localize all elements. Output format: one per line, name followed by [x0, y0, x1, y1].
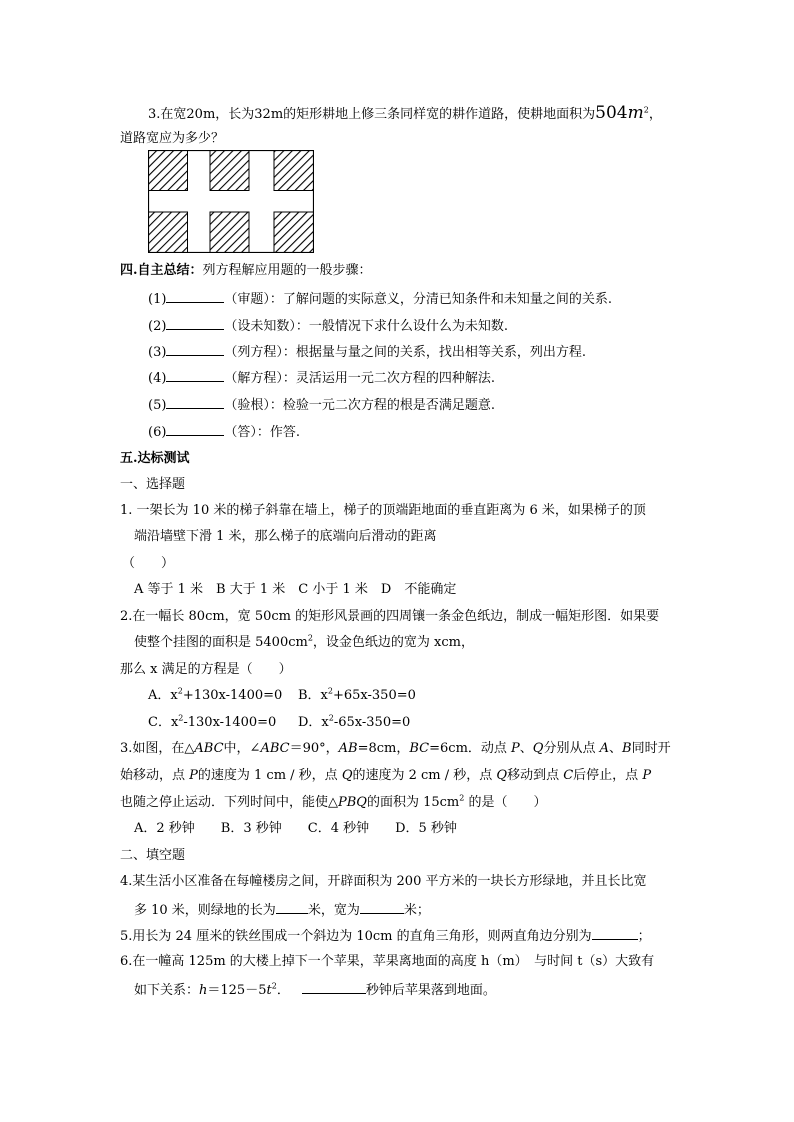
- plot-top-right: [274, 151, 314, 191]
- q6-var: t: [266, 983, 272, 998]
- step-text: （审题）：了解问题的实际意义，分清已知条件和未知量之间的关系.: [224, 292, 613, 307]
- q3-text: 的是（ ）: [464, 795, 547, 810]
- q5-line: [120, 926, 651, 946]
- option-text: -130x-1400=0: [183, 715, 277, 730]
- q2-line2: [134, 634, 474, 652]
- plot-bottom-right: [274, 212, 314, 253]
- sub-fill: 二、填空题: [120, 848, 186, 863]
- q1-paren: （ ）: [122, 556, 175, 571]
- step-text: （列方程）：根据量与量之间的关系，找出相等关系，列出方程.: [224, 345, 587, 360]
- option-label: C．x: [148, 715, 179, 730]
- q6-line1: 6.在一幢高 125m 的大楼上掉下一个苹果，苹果离地面的高度 h（m） 与时间 t（s）大致有: [120, 954, 655, 969]
- q3-options: A．2 秒钟 B．3 秒钟 C．4 秒钟 D．5 秒钟: [134, 821, 457, 836]
- step-blank: [166, 289, 224, 303]
- q2-option-c: [148, 714, 276, 732]
- q2-option-d: [298, 714, 410, 732]
- step-6: [148, 422, 300, 442]
- section5-title: 五.达标测试: [120, 451, 190, 466]
- q6-sup: 2: [271, 981, 277, 991]
- q3-text: 分别从点: [543, 741, 600, 756]
- option-sup: 2: [178, 713, 184, 723]
- step-blank: [166, 368, 224, 382]
- plot-bottom-left: [149, 212, 188, 253]
- step-text: （设未知数）：一般情况下求什么设什么为未知数.: [224, 319, 509, 334]
- q3-text: 后停止，点: [573, 768, 643, 783]
- q4-blank-width: [360, 900, 404, 914]
- q3-text: 、: [609, 741, 623, 756]
- q3-area-unit: m: [627, 103, 644, 123]
- step-text: （答）：作答.: [224, 425, 301, 440]
- q1-line1: 1. 一架长为 10 米的梯子斜靠在墙上，梯子的顶端距地面的垂直距离为 6 米，如果梯子的顶: [120, 503, 646, 518]
- q5-text: 5.用长为 24 厘米的铁丝围成一个斜边为 10cm 的直角三角形，则两直角边分别为: [120, 929, 592, 944]
- step-3: [148, 342, 586, 362]
- q6-text: 秒钟后苹果落到地面。: [365, 983, 496, 998]
- q2-option-b: [298, 687, 416, 705]
- step-text: （验根）：检验一元二次方程的根是否满足题意.: [224, 398, 496, 413]
- q3-var: Q: [341, 768, 353, 783]
- q3-text: 的速度为 2 cm / 秒，点: [352, 768, 497, 783]
- q4-text: 米；: [403, 903, 430, 918]
- q3-text: 同时开: [631, 741, 671, 756]
- step-blank: [166, 316, 224, 330]
- step-2: [148, 316, 508, 336]
- q6-var: h: [199, 983, 208, 998]
- option-label: A．x: [148, 688, 178, 703]
- q3-text: 移动到点: [507, 768, 564, 783]
- q2-text: 使整个挂图的面积是 5400cm: [134, 635, 308, 650]
- q2-option-a: [148, 687, 282, 705]
- q3-area-exp: 2: [643, 105, 649, 115]
- q3-text: 的面积为 15cm: [366, 795, 460, 810]
- q3-var: P: [642, 768, 652, 783]
- q3-line2: [120, 767, 651, 785]
- q4-text: 米，宽为: [307, 903, 360, 918]
- q3-line1: [120, 740, 671, 758]
- q3-text: 3.如图，在△: [120, 741, 195, 756]
- q4-blank-length: [276, 900, 308, 914]
- q6-text: 如下关系：: [134, 983, 200, 998]
- q3-var: P: [189, 768, 198, 783]
- step-1: [148, 289, 612, 309]
- option-sup: 2: [328, 713, 334, 723]
- q3-text: ＝90°，: [289, 741, 339, 756]
- option-text: -65x-350=0: [333, 715, 411, 730]
- step-num: (1): [148, 292, 167, 307]
- q3-text: 的速度为 1 cm / 秒，点: [197, 768, 342, 783]
- q3-text: 始移动，点: [120, 768, 190, 783]
- step-4: [148, 368, 495, 388]
- option-sup: 2: [177, 686, 183, 696]
- section4-title: 四.自主总结：: [120, 263, 203, 278]
- q3-var: B: [622, 741, 632, 756]
- q1-options: A 等于 1 米 B 大于 1 米 C 小于 1 米 D 不能确定: [134, 582, 457, 597]
- sub-choice: 一、选择题: [120, 477, 186, 492]
- step-text: （解方程）：灵活运用一元二次方程的四种解法.: [224, 371, 496, 386]
- step-num: (4): [148, 371, 167, 386]
- section4-intro: 列方程解应用题的一般步骤：: [202, 263, 372, 278]
- q5-text: ；: [637, 929, 651, 944]
- step-num: (6): [148, 425, 167, 440]
- q5-blank: [592, 926, 638, 940]
- q3-text: 也随之停止运动．下列时间中，能使△: [120, 795, 338, 810]
- q3-sup: 2: [459, 793, 465, 803]
- field-diagram: [148, 150, 314, 253]
- q3-var: PBQ: [338, 795, 367, 810]
- q3-area-value: 504: [595, 103, 628, 123]
- q3-var: Q: [496, 768, 508, 783]
- q3-var: AB: [338, 741, 358, 756]
- plot-top-middle: [210, 151, 249, 191]
- q3-var: ABC: [194, 741, 224, 756]
- q2-line1: 2.在一幅长 80cm，宽 50cm 的矩形风景画的四周镶一条金色纸边，制成一幅矩形图．如果要: [120, 609, 660, 624]
- q3-text: 中，∠: [223, 741, 261, 756]
- step-blank: [166, 395, 224, 409]
- step-num: (5): [148, 398, 167, 413]
- q3-var: P: [511, 741, 520, 756]
- step-num: (2): [148, 319, 167, 334]
- q3-var: BC: [409, 741, 430, 756]
- step-5: [148, 395, 495, 415]
- q3-var: ABC: [260, 741, 290, 756]
- q3-text: 、: [519, 741, 533, 756]
- q2-text: ，设金色纸边的宽为 xcm，: [312, 635, 474, 650]
- step-blank: [166, 342, 224, 356]
- step-blank: [166, 422, 224, 436]
- q6-text: ．: [276, 983, 290, 998]
- q2-sup: 2: [307, 633, 313, 643]
- option-text: +65x-350=0: [332, 688, 416, 703]
- q6-text: ＝125－5: [207, 983, 267, 998]
- plot-bottom-middle: [210, 212, 249, 253]
- section4-heading: [120, 262, 372, 280]
- q3-area-line1: [148, 104, 662, 124]
- q3-var: A: [599, 741, 609, 756]
- q3-var: Q: [532, 741, 544, 756]
- q4-line2: [134, 900, 430, 920]
- q6-blank: [302, 980, 366, 994]
- q4-text: 多 10 米，则绿地的长为: [134, 903, 276, 918]
- q2-line3: 那么 x 满足的方程是（ ）: [120, 662, 292, 677]
- option-label: B．x: [298, 688, 328, 703]
- q3-text: =6cm．动点: [429, 741, 512, 756]
- option-sup: 2: [327, 686, 333, 696]
- q3-line3: [120, 794, 547, 812]
- step-num: (3): [148, 345, 167, 360]
- q6-line2: [134, 980, 496, 1000]
- q3-var: C: [563, 768, 574, 783]
- q3-area-text: 3.在宽20m，长为32m的矩形耕地上修三条同样宽的耕作道路，使耕地面积为: [148, 107, 596, 122]
- q3-text: =8cm，: [357, 741, 410, 756]
- option-text: +130x-1400=0: [182, 688, 283, 703]
- option-label: D．x: [298, 715, 329, 730]
- q4-line1: 4.某生活小区准备在每幢楼房之间，开辟面积为 200 平方米的一块长方形绿地，并且长比宽: [120, 874, 647, 889]
- plot-top-left: [149, 151, 188, 191]
- q3-area-end: ，: [648, 107, 662, 122]
- q3-area-line2: 道路宽应为多少？: [120, 131, 225, 146]
- q1-line2: 端沿墙壁下滑 1 米，那么梯子的底端向后滑动的距离: [134, 529, 437, 544]
